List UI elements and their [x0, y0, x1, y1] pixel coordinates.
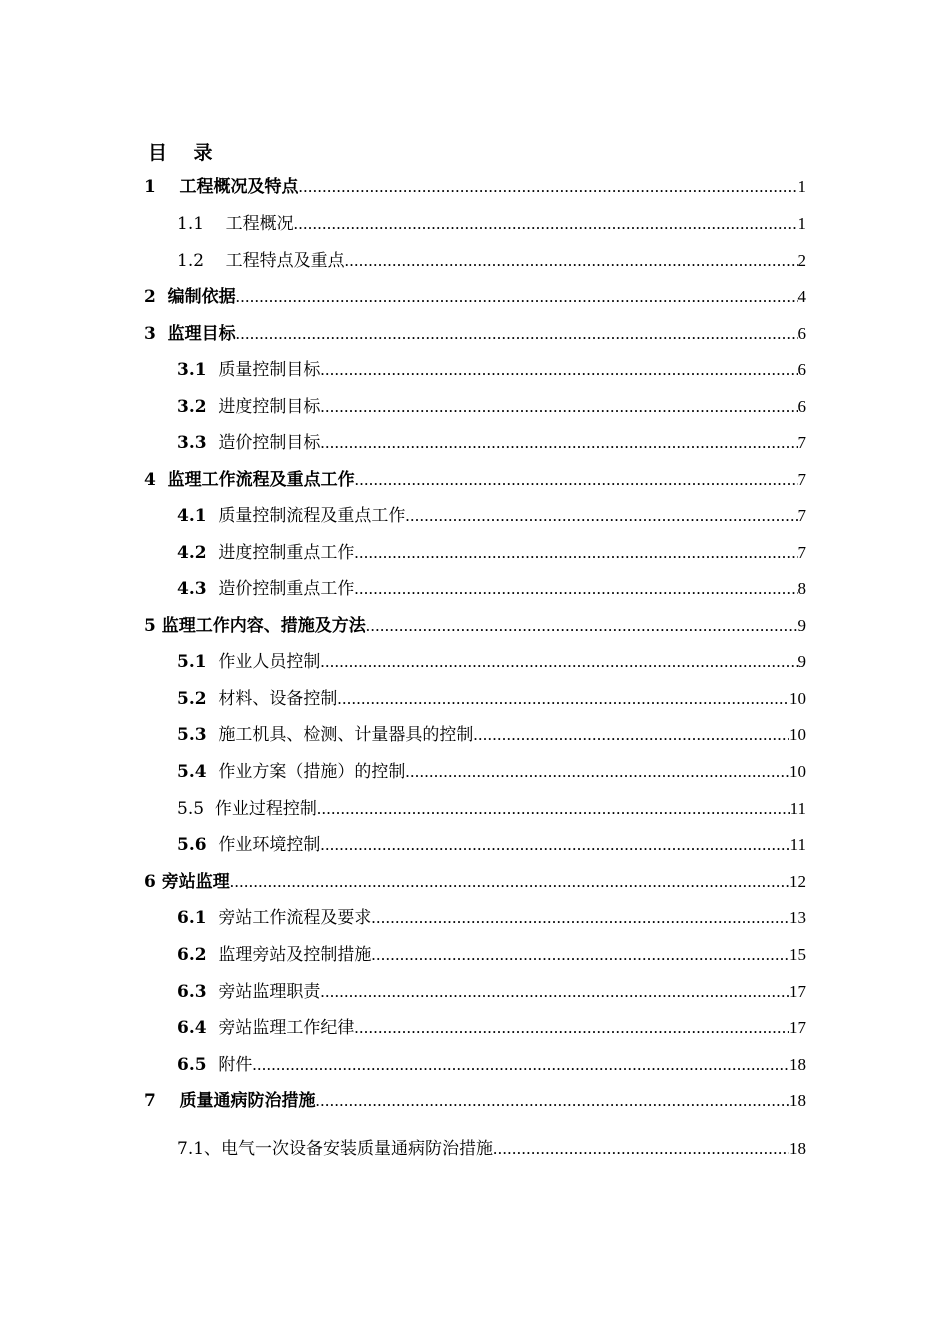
toc-entry-label: 造价控制目标: [218, 433, 321, 453]
toc-dot-leader: [345, 249, 798, 273]
toc-entry-number: 2: [144, 287, 168, 307]
toc-entry[interactable]: [177, 1053, 806, 1077]
toc-entry-page-number: 10: [789, 762, 806, 781]
toc-entry-page-number: 6: [797, 397, 806, 416]
toc-entry[interactable]: [177, 1137, 806, 1161]
toc-entry-number: 7.1、: [177, 1139, 222, 1159]
toc-entry[interactable]: [144, 1089, 806, 1113]
toc-dot-leader: [320, 431, 797, 455]
toc-dot-leader: [337, 687, 789, 711]
toc-entry-number: 6.4: [177, 1018, 219, 1038]
toc-entry-label: 工程概况: [225, 214, 294, 234]
toc-dot-leader: [236, 285, 798, 309]
toc-entry-number: 4: [144, 470, 168, 490]
toc-entry-number: 5.3: [177, 725, 219, 745]
toc-entry-label: 工程特点及重点: [225, 251, 345, 271]
toc-entry-number: 1: [144, 177, 180, 197]
toc-entry-page-number: 7: [797, 470, 806, 489]
toc-dot-leader: [366, 614, 798, 638]
toc-dot-leader: [236, 322, 798, 346]
toc-entry-page-number: 8: [797, 579, 806, 598]
toc-entry-number: 5: [144, 616, 162, 636]
toc-dot-leader: [316, 1089, 789, 1113]
toc-entry[interactable]: [144, 175, 806, 199]
toc-entry-number: 4.2: [177, 543, 219, 563]
toc-entry[interactable]: [177, 906, 806, 930]
toc-dot-leader: [294, 212, 798, 236]
toc-dot-leader: [371, 943, 789, 967]
toc-dot-leader: [252, 1053, 789, 1077]
toc-entry-number: 5.5: [177, 799, 215, 819]
toc-entry-page-number: 6: [797, 324, 806, 343]
toc-entry-label: 旁站监理职责: [218, 982, 321, 1002]
toc-entry-label: 造价控制重点工作: [218, 579, 355, 599]
toc-entry-label: 监理旁站及控制措施: [218, 945, 372, 965]
toc-entry[interactable]: [144, 468, 806, 492]
toc-dot-leader: [299, 175, 798, 199]
toc-entry-number: 3.2: [177, 397, 219, 417]
toc-dot-leader: [317, 797, 790, 821]
toc-dot-leader: [473, 723, 789, 747]
toc-entry-label: 材料、设备控制: [218, 689, 338, 709]
toc-entry-page-number: 1: [797, 214, 806, 233]
toc-entry-page-number: 9: [797, 652, 806, 671]
toc-entry[interactable]: [177, 504, 806, 528]
toc-entry-label: 质量控制流程及重点工作: [218, 506, 406, 526]
toc-title: 目 录: [148, 142, 213, 164]
toc-entry[interactable]: [177, 358, 806, 382]
toc-dot-leader: [320, 358, 797, 382]
toc-entry-number: 4.1: [177, 506, 219, 526]
toc-entry-label: 作业过程控制: [214, 799, 317, 819]
toc-entry-number: 6.5: [177, 1055, 219, 1075]
toc-entry-page-number: 18: [789, 1139, 806, 1158]
toc-dot-leader: [320, 395, 797, 419]
toc-entry-page-number: 1: [797, 177, 806, 196]
toc-entry[interactable]: [177, 577, 806, 601]
toc-entry[interactable]: [177, 723, 806, 747]
toc-entry-number: 6.1: [177, 908, 219, 928]
toc-entry-page-number: 10: [789, 725, 806, 744]
toc-entry-page-number: 9: [797, 616, 806, 635]
toc-dot-leader: [354, 1016, 789, 1040]
toc-dot-leader: [405, 760, 789, 784]
toc-entry-number: 5.6: [177, 835, 219, 855]
toc-dot-leader: [355, 468, 798, 492]
toc-entry-page-number: 12: [789, 872, 806, 891]
toc-entry-page-number: 17: [789, 982, 806, 1001]
toc-entry-page-number: 11: [789, 835, 806, 854]
toc-entry[interactable]: [177, 431, 806, 455]
toc-entry-label: 质量控制目标: [218, 360, 321, 380]
toc-dot-leader: [493, 1137, 789, 1161]
toc-entry-page-number: 4: [797, 287, 806, 306]
toc-entry[interactable]: [144, 614, 806, 638]
toc-entry[interactable]: [177, 760, 806, 784]
toc-entry[interactable]: [177, 650, 806, 674]
toc-entry-label: 工程概况及特点: [179, 177, 299, 197]
toc-entry-page-number: 11: [789, 799, 806, 818]
toc-entry[interactable]: [144, 870, 806, 894]
toc-entry-label: 作业人员控制: [218, 652, 321, 672]
toc-entry-number: 5.1: [177, 652, 219, 672]
toc-entry-label: 监理工作内容、措施及方法: [161, 616, 366, 636]
toc-entry-label: 质量通病防治措施: [179, 1091, 316, 1111]
toc-entry-label: 施工机具、检测、计量器具的控制: [218, 725, 474, 745]
toc-entry[interactable]: [177, 1016, 806, 1040]
toc-entry-number: 5.2: [177, 689, 219, 709]
toc-dot-leader: [320, 833, 789, 857]
toc-entry-label: 旁站监理工作纪律: [218, 1018, 355, 1038]
toc-entry[interactable]: [177, 943, 806, 967]
toc-entry-label: 监理工作流程及重点工作: [167, 470, 355, 490]
toc-entry-page-number: 15: [789, 945, 806, 964]
toc-entry-page-number: 2: [797, 251, 806, 270]
toc-entry-number: 1.2: [177, 251, 226, 271]
toc-entry[interactable]: [177, 833, 806, 857]
toc-entry-number: 3.3: [177, 433, 219, 453]
toc-entry[interactable]: [177, 541, 806, 565]
toc-entry-page-number: 7: [797, 543, 806, 562]
toc-entry[interactable]: [177, 212, 806, 236]
toc-entry-label: 监理目标: [167, 324, 236, 344]
toc-entry-page-number: 7: [797, 506, 806, 525]
toc-dot-leader: [230, 870, 789, 894]
toc-entry-page-number: 7: [797, 433, 806, 452]
toc-entry-label: 进度控制目标: [218, 397, 321, 417]
toc-entry[interactable]: [144, 285, 806, 309]
toc-entry-label: 附件: [218, 1055, 253, 1075]
toc-entry-number: 1.1: [177, 214, 226, 234]
toc-entry[interactable]: [177, 687, 806, 711]
toc-entry-number: 6: [144, 872, 162, 892]
toc-entry-label: 编制依据: [167, 287, 236, 307]
toc-entry-number: 6.3: [177, 982, 219, 1002]
toc-entry-number: 7: [144, 1091, 180, 1111]
toc-entry-page-number: 13: [789, 908, 806, 927]
toc-dot-leader: [371, 906, 789, 930]
toc-dot-leader: [320, 980, 789, 1004]
toc-entry-number: 3: [144, 324, 168, 344]
toc-entry-number: 6.2: [177, 945, 219, 965]
toc-dot-leader: [320, 650, 797, 674]
toc-entry-number: 4.3: [177, 579, 219, 599]
toc-entry[interactable]: [177, 980, 806, 1004]
toc-dot-leader: [405, 504, 797, 528]
toc-entry[interactable]: [177, 797, 806, 821]
toc-entry-label: 作业方案（措施）的控制: [218, 762, 406, 782]
toc-entry-number: 3.1: [177, 360, 219, 380]
toc-entry-number: 5.4: [177, 762, 219, 782]
toc-entry-page-number: 18: [789, 1091, 806, 1110]
toc-entry-label: 进度控制重点工作: [218, 543, 355, 563]
toc-entry[interactable]: [177, 249, 806, 273]
toc-entry[interactable]: [144, 322, 806, 346]
toc-entry-page-number: 17: [789, 1018, 806, 1037]
toc-entry[interactable]: [177, 395, 806, 419]
toc-dot-leader: [354, 577, 797, 601]
toc-entry-page-number: 10: [789, 689, 806, 708]
toc-dot-leader: [354, 541, 797, 565]
toc-entry-label: 旁站监理: [161, 872, 230, 892]
toc-entry-label: 电气一次设备安装质量通病防治措施: [221, 1139, 494, 1159]
toc-entry-page-number: 6: [797, 360, 806, 379]
toc-entry-page-number: 18: [789, 1055, 806, 1074]
toc-entry-label: 旁站工作流程及要求: [218, 908, 372, 928]
toc-entry-label: 作业环境控制: [218, 835, 321, 855]
